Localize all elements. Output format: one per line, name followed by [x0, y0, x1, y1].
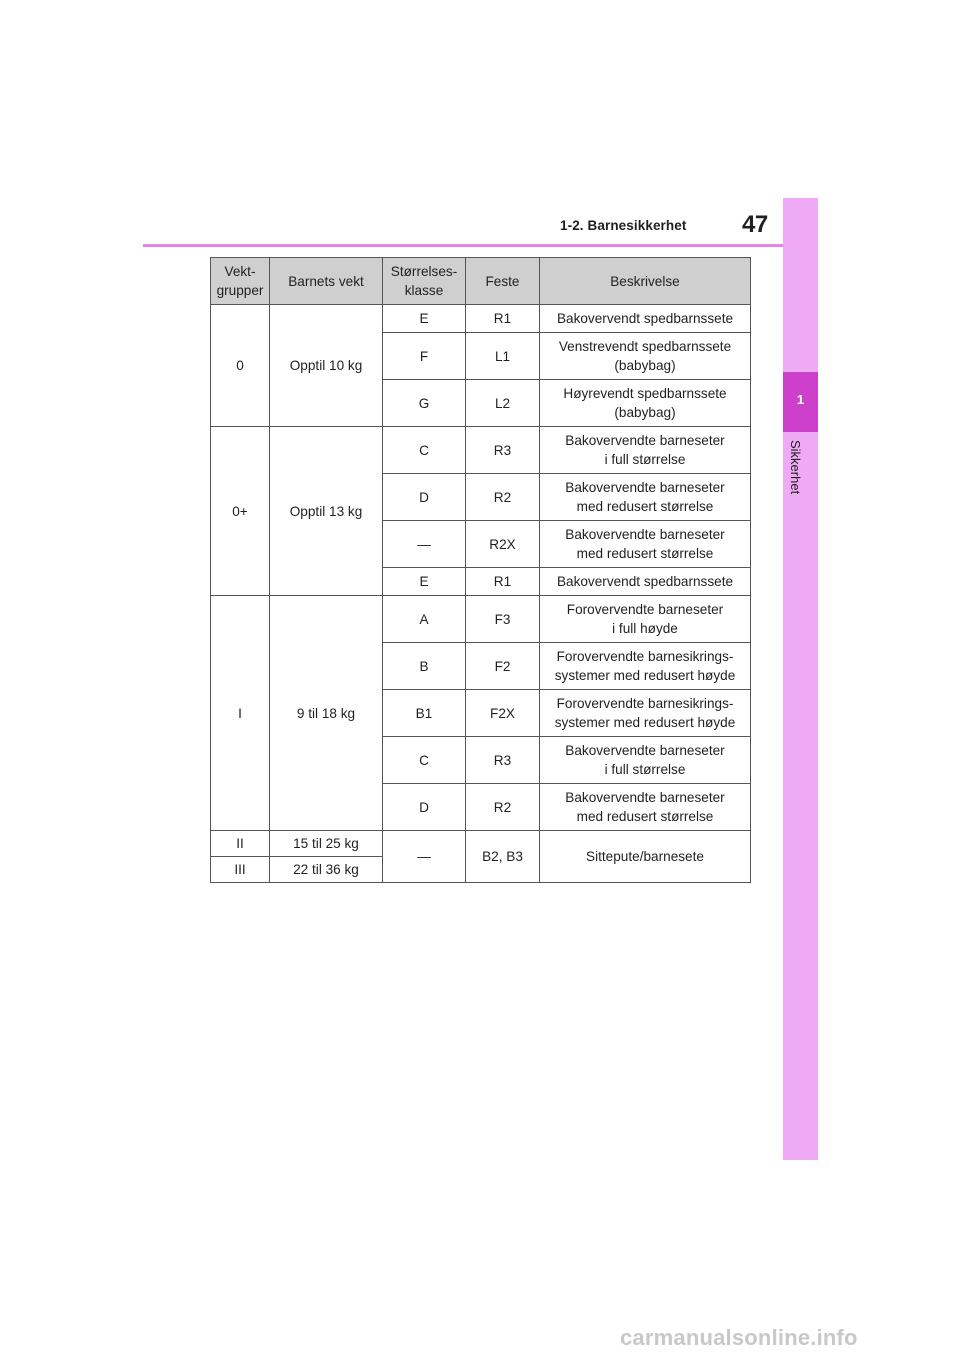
fixture-cell: R2 — [466, 784, 540, 831]
weight-group-cell: II — [211, 831, 270, 857]
table-row — [211, 596, 751, 643]
description-cell: Forovervendte barnesikrings- systemer med redusert høyde — [540, 643, 751, 690]
description-cell: Venstrevendt spedbarnssete (babybag) — [540, 333, 751, 380]
child-weight-cell: Opptil 10 kg — [270, 305, 383, 427]
chapter-number: 1 — [796, 392, 805, 407]
fixture-cell: F2 — [466, 643, 540, 690]
header-rule — [143, 244, 783, 247]
header-weight-group: Vekt- grupper — [211, 258, 270, 305]
header-description: Beskrivelse — [540, 258, 751, 305]
table-row — [211, 305, 751, 333]
size-class-cell: — — [383, 831, 466, 883]
size-class-cell: C — [383, 737, 466, 784]
watermark: carmanualsonline.info — [620, 1325, 858, 1350]
size-class-cell: B — [383, 643, 466, 690]
description-cell: Bakovervendt spedbarnssete — [540, 305, 751, 333]
fixture-cell: L1 — [466, 333, 540, 380]
weight-group-cell: 0 — [211, 305, 270, 427]
size-class-cell: B1 — [383, 690, 466, 737]
fixture-cell: R3 — [466, 737, 540, 784]
section-title: 1-2. Barnesikkerhet — [560, 218, 687, 233]
fixture-cell: F2X — [466, 690, 540, 737]
description-cell: Bakovervendte barneseter med redusert størrelse — [540, 474, 751, 521]
size-class-cell: F — [383, 333, 466, 380]
fixture-cell: B2, B3 — [466, 831, 540, 883]
header-row — [211, 258, 751, 305]
child-weight-cell: 22 til 36 kg — [270, 857, 383, 883]
size-class-cell: D — [383, 474, 466, 521]
fixture-cell: R3 — [466, 427, 540, 474]
description-cell: Bakovervendte barneseter i full størrelse — [540, 737, 751, 784]
child-weight-cell: Opptil 13 kg — [270, 427, 383, 596]
fixture-cell: F3 — [466, 596, 540, 643]
header-fixture: Feste — [466, 258, 540, 305]
size-class-cell: G — [383, 380, 466, 427]
weight-group-cell: III — [211, 857, 270, 883]
fixture-cell: R2X — [466, 521, 540, 568]
description-cell: Forovervendte barnesikrings- systemer med redusert høyde — [540, 690, 751, 737]
size-class-cell: — — [383, 521, 466, 568]
child-weight-cell: 15 til 25 kg — [270, 831, 383, 857]
header-child-weight: Barnets vekt — [270, 258, 383, 305]
description-cell: Forovervendte barneseter i full høyde — [540, 596, 751, 643]
description-cell: Bakovervendt spedbarnssete — [540, 568, 751, 596]
fixture-cell: R2 — [466, 474, 540, 521]
description-cell: Høyrevendt spedbarnssete (babybag) — [540, 380, 751, 427]
chapter-name: Sikkerhet — [788, 440, 803, 495]
description-cell: Bakovervendte barneseter med redusert størrelse — [540, 521, 751, 568]
size-class-cell: E — [383, 305, 466, 333]
table-row — [211, 427, 751, 474]
child-weight-cell: 9 til 18 kg — [270, 596, 383, 831]
header-size-class: Størrelses- klasse — [383, 258, 466, 305]
description-cell: Sittepute/barnesete — [540, 831, 751, 883]
page-number: 47 — [742, 211, 768, 238]
description-cell: Bakovervendte barneseter med redusert størrelse — [540, 784, 751, 831]
fixture-cell: L2 — [466, 380, 540, 427]
table-body — [211, 305, 751, 883]
child-seat-table — [210, 257, 751, 883]
description-cell: Bakovervendte barneseter i full størrelse — [540, 427, 751, 474]
weight-group-cell: I — [211, 596, 270, 831]
chapter-side-tab — [783, 198, 818, 1160]
table-row — [211, 831, 751, 857]
weight-group-cell: 0+ — [211, 427, 270, 596]
fixture-cell: R1 — [466, 568, 540, 596]
table-header — [211, 258, 751, 305]
size-class-cell: C — [383, 427, 466, 474]
size-class-cell: D — [383, 784, 466, 831]
size-class-cell: E — [383, 568, 466, 596]
fixture-cell: R1 — [466, 305, 540, 333]
size-class-cell: A — [383, 596, 466, 643]
